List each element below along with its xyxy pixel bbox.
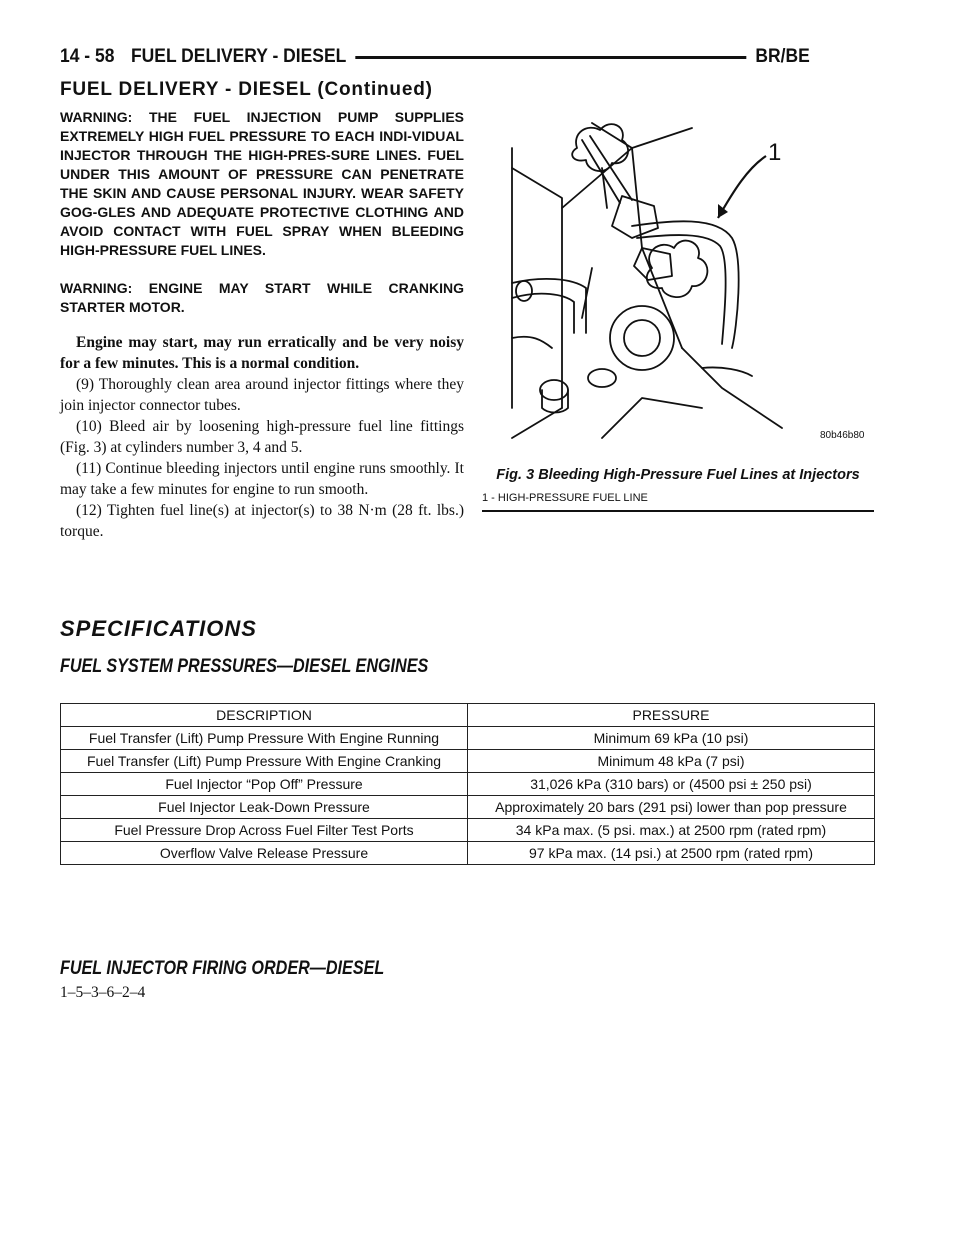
table-cell-pressure: Approximately 20 bars (291 psi) lower than pop pressure (468, 796, 875, 819)
table-cell-pressure: Minimum 48 kPa (7 psi) (468, 750, 875, 773)
specifications-heading: SPECIFICATIONS (60, 616, 257, 641)
column-header-pressure: PRESSURE (468, 704, 875, 727)
table-row (61, 750, 875, 773)
figure-image-code: 80b46b80 (820, 430, 865, 441)
figure-rule (482, 510, 874, 512)
table-cell-pressure: 31,026 kPa (310 bars) or (4500 psi ± 250 psi) (468, 773, 875, 796)
table-row (61, 842, 875, 865)
step-11: (11) Continue bleeding injectors until engine runs smoothly. It may take a few minutes for engine to run smooth. (60, 460, 464, 498)
warning-fuel-pressure: WARNING: THE FUEL INJECTION PUMP SUPPLIES EXTREMELY HIGH FUEL PRESSURE TO EACH INDI-VIDUAL INJECTOR THROUGH THE HIGH-PRES-SURE LINES. FUEL UNDER THIS AMOUNT OF PRESSURE CAN PENETRATE THE SKIN AND CAUSE PERSONAL INJURY. WEAR SAFETY GOG-GLES AND ADEQUATE PROTECTIVE CLOTHING AND AVOID CONTACT WITH FUEL SPRAY WHEN BLEEDING HIGH-PRESSURE FUEL LINES. (60, 109, 464, 258)
table-row (61, 727, 875, 750)
table-title: FUEL SYSTEM PRESSURES—DIESEL ENGINES (60, 656, 429, 677)
step-12: (12) Tighten fuel line(s) at injector(s) to 38 N·m (28 ft. lbs.) torque. (60, 502, 464, 540)
warning-engine-start: WARNING: ENGINE MAY START WHILE CRANKING STARTER MOTOR. (60, 280, 464, 315)
continued-title: FUEL DELIVERY - DIESEL (Continued) (60, 79, 433, 100)
injector-line-illustration (482, 108, 874, 448)
table-row (61, 819, 875, 842)
step-10: (10) Bleed air by loosening high-pressure fuel line fittings (Fig. 3) at cylinders number 3, 4 and 5. (60, 418, 464, 456)
table-header-row (61, 704, 875, 727)
table-cell-description: Overflow Valve Release Pressure (61, 842, 468, 865)
figure-legend: 1 - HIGH-PRESSURE FUEL LINE (482, 492, 648, 504)
firing-order-title: FUEL INJECTOR FIRING ORDER—DIESEL (60, 958, 385, 979)
table-row (61, 796, 875, 819)
table-cell-description: Fuel Pressure Drop Across Fuel Filter Test Ports (61, 819, 468, 842)
figure-3 (482, 108, 874, 512)
callout-arrowhead (718, 204, 728, 218)
callout-number: 1 (768, 139, 782, 166)
header-rule (355, 56, 746, 59)
table-cell-description: Fuel Transfer (Lift) Pump Pressure With Engine Running (61, 727, 468, 750)
table-row (61, 773, 875, 796)
fuel-pressure-table (60, 703, 875, 865)
firing-order: 1–5–3–6–2–4 (60, 984, 146, 1001)
page-number: 14 - 58 (60, 46, 115, 67)
section-title: FUEL DELIVERY - DIESEL (130, 46, 347, 67)
table-cell-description: Fuel Injector Leak-Down Pressure (61, 796, 468, 819)
column-header-description: DESCRIPTION (61, 704, 468, 727)
table-cell-description: Fuel Injector “Pop Off” Pressure (61, 773, 468, 796)
table-cell-pressure: 34 kPa max. (5 psi. max.) at 2500 rpm (rated rpm) (468, 819, 875, 842)
table-cell-pressure: Minimum 69 kPa (10 psi) (468, 727, 875, 750)
step-9: (9) Thoroughly clean area around injector fittings where they join injector connector tubes. (60, 376, 464, 414)
figure-caption: Fig. 3 Bleeding High-Pressure Fuel Lines at Injectors (496, 467, 860, 483)
table-cell-pressure: 97 kPa max. (14 psi.) at 2500 rpm (rated rpm) (468, 842, 875, 865)
callout-leader (718, 156, 766, 218)
page-header (60, 44, 810, 70)
body-text-column (60, 108, 464, 542)
table-cell-description: Fuel Transfer (Lift) Pump Pressure With Engine Cranking (61, 750, 468, 773)
callout-1 (718, 139, 781, 218)
note-engine-start: Engine may start, may run erratically and be very noisy for a few minutes. This is a normal condition. (60, 334, 464, 372)
model-code: BR/BE (755, 46, 810, 67)
